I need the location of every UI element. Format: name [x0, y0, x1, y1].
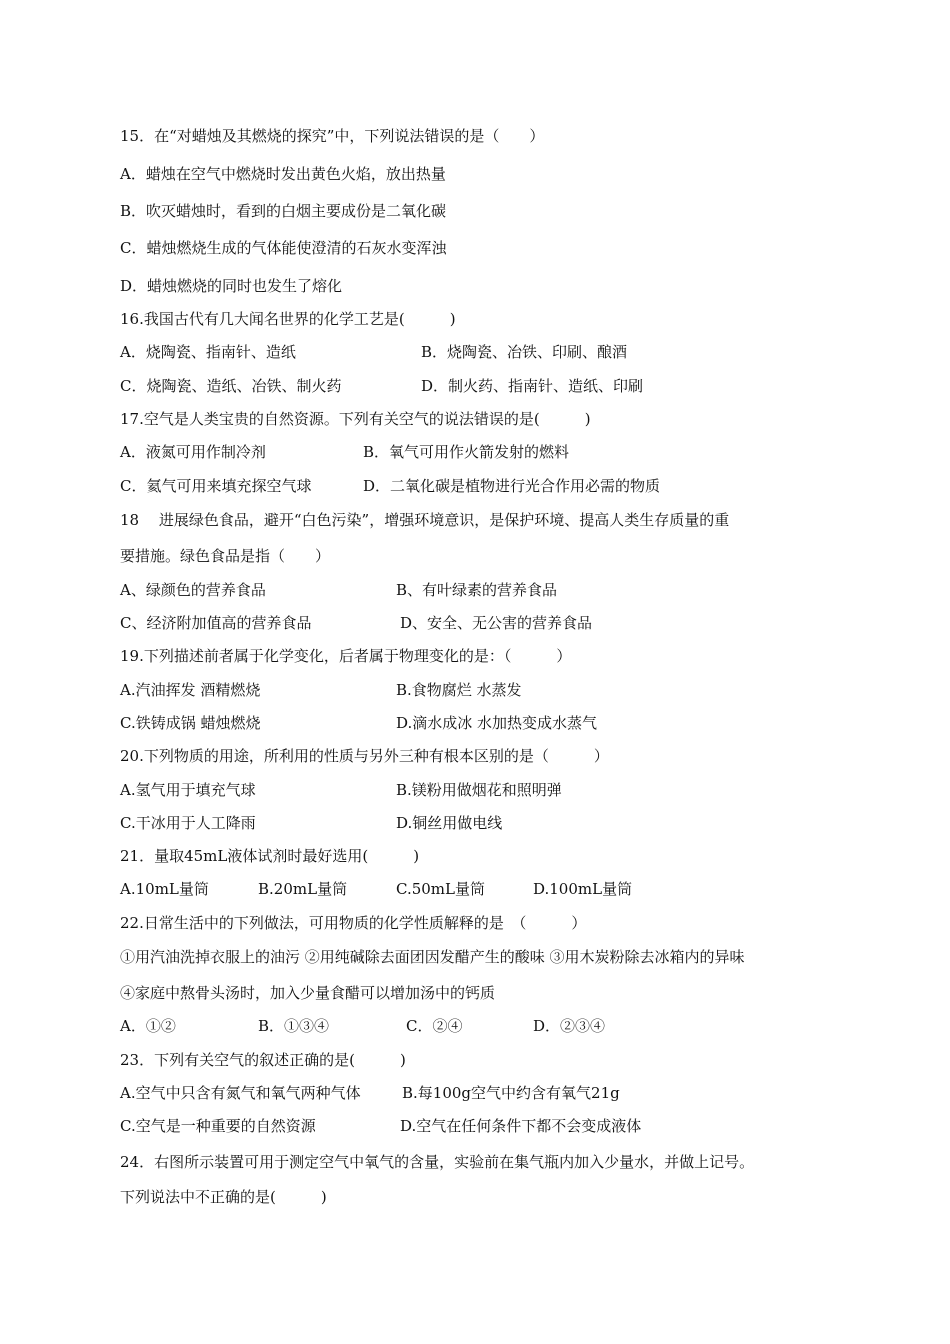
question-20-option-d: D.铜丝用做电线 [396, 814, 503, 832]
question-17-option-d: D．二氧化碳是植物进行光合作用必需的物质 [363, 477, 661, 495]
question-19-option-a: A.汽油挥发 酒精燃烧 [120, 681, 261, 699]
question-22-option-c: C．②④ [406, 1017, 463, 1035]
question-23-option-d: D.空气在任何条件下都不会变成液体 [400, 1117, 642, 1135]
question-16-stem: 16.我国古代有几大闻名世界的化学工艺是( ) [120, 310, 456, 328]
question-16-option-c: C．烧陶瓷、造纸、冶铁、制火药 [120, 377, 342, 395]
question-15-stem: 15．在“对蜡烛及其燃烧的探究”中，下列说法错误的是（ ） [120, 127, 545, 145]
question-23-option-a: A.空气中只含有氮气和氧气两种气体 [120, 1084, 361, 1102]
question-16-option-d: D．制火药、指南针、造纸、印刷 [421, 377, 644, 395]
question-18-option-a: A、绿颜色的营养食品 [120, 581, 266, 599]
question-22-statements-2: ④家庭中熬骨头汤时，加入少量食醋可以增加汤中的钙质 [120, 984, 496, 1002]
question-18-option-c: C、经济附加值高的营养食品 [120, 614, 312, 632]
question-23-option-c: C.空气是一种重要的自然资源 [120, 1117, 316, 1135]
question-19-option-d: D.滴水成冰 水加热变成水蒸气 [396, 714, 598, 732]
question-17-option-c: C．氦气可用来填充探空气球 [120, 477, 312, 495]
question-21-option-c: C.50mL量筒 [396, 880, 485, 898]
question-22-option-b: B．①③④ [258, 1017, 330, 1035]
question-21-stem: 21．量取45mL液体试剂时最好选用( ) [120, 847, 420, 865]
question-16-option-a: A．烧陶瓷、指南针、造纸 [120, 343, 296, 361]
question-18-option-d: D、安全、无公害的营养食品 [400, 614, 593, 632]
question-22-stem: 22.日常生活中的下列做法，可用物质的化学性质解释的是 （ ） [120, 914, 587, 932]
question-17-stem: 17.空气是人类宝贵的自然资源。下列有关空气的说法错误的是( ) [120, 410, 591, 428]
question-19-stem: 19.下列描述前者属于化学变化，后者属于物理变化的是：（ ） [120, 647, 572, 665]
question-15-option-c: C．蜡烛燃烧生成的气体能使澄清的石灰水变浑浊 [120, 239, 447, 257]
question-20-option-a: A.氢气用于填充气球 [120, 781, 256, 799]
question-17-option-a: A．液氮可用作制冷剂 [120, 443, 266, 461]
question-18-option-b: B、有叶绿素的营养食品 [396, 581, 558, 599]
question-21-option-a: A.10mL量筒 [120, 880, 209, 898]
question-20-option-c: C.干冰用于人工降雨 [120, 814, 256, 832]
question-15-option-b: B．吹灭蜡烛时，看到的白烟主要成份是二氧化碳 [120, 202, 447, 220]
question-18-stem: 18 进展绿色食品，避开“白色污染”，增强环境意识，是保护环境、提高人类生存质量的重 [120, 511, 730, 529]
question-21-option-d: D.100mL量筒 [533, 880, 633, 898]
question-18-stem-cont: 要措施。绿色食品是指（ ） [120, 547, 331, 565]
question-22-statements-1: ①用汽油洗掉衣服上的油污 ②用纯碱除去面团因发醋产生的酸味 ③用木炭粉除去冰箱内的异味 [120, 948, 745, 966]
question-24-stem: 24．右图所示装置可用于测定空气中氧气的含量，实验前在集气瓶内加入少量水，并做上记号。 [120, 1153, 755, 1171]
question-16-option-b: B．烧陶瓷、冶铁、印刷、酿酒 [421, 343, 628, 361]
question-20-stem: 20.下列物质的用途，所利用的性质与另外三种有根本区别的是（ ） [120, 747, 609, 765]
question-19-option-c: C.铁铸成锅 蜡烛燃烧 [120, 714, 261, 732]
question-22-option-d: D．②③④ [533, 1017, 606, 1035]
question-22-option-a: A．①② [120, 1017, 176, 1035]
question-21-option-b: B.20mL量筒 [258, 880, 348, 898]
question-19-option-b: B.食物腐烂 水蒸发 [396, 681, 522, 699]
question-23-stem: 23．下列有关空气的叙述正确的是( ) [120, 1051, 406, 1069]
question-17-option-b: B．氧气可用作火箭发射的燃料 [363, 443, 570, 461]
question-20-option-b: B.镁粉用做烟花和照明弹 [396, 781, 562, 799]
question-15-option-d: D．蜡烛燃烧的同时也发生了熔化 [120, 277, 343, 295]
question-23-option-b: B.每100g空气中约含有氧气21g [402, 1084, 620, 1102]
question-24-stem-cont: 下列说法中不正确的是( ) [120, 1188, 327, 1206]
question-15-option-a: A．蜡烛在空气中燃烧时发出黄色火焰，放出热量 [120, 165, 446, 183]
